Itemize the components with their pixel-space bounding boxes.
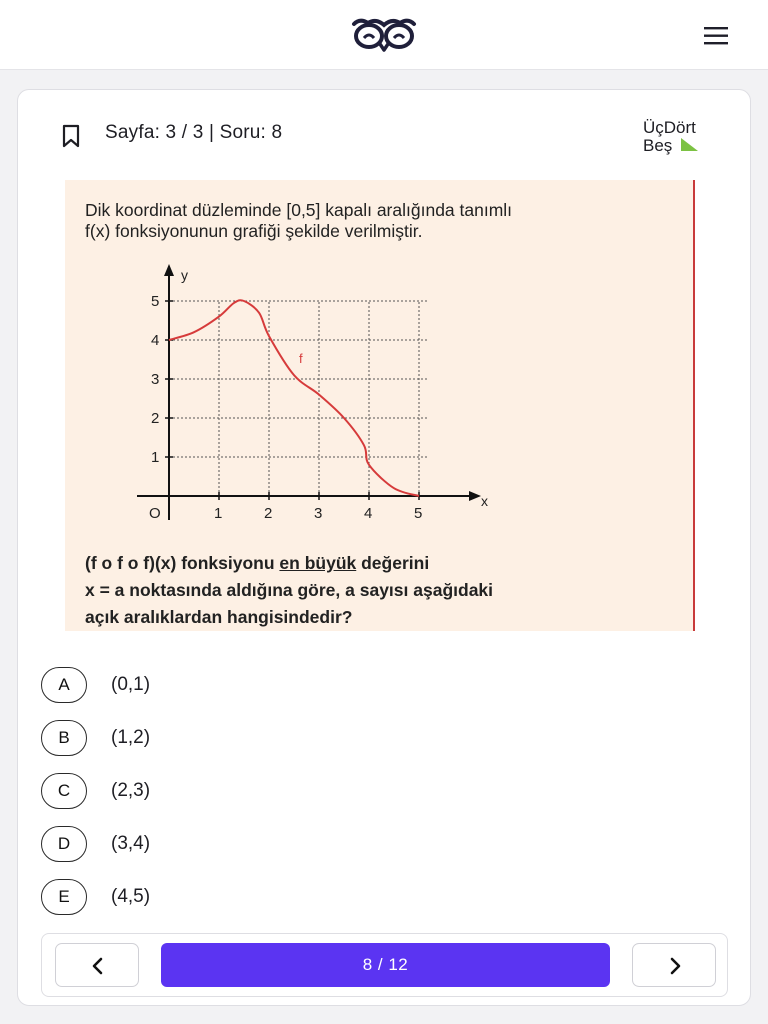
option-text: (0,1)	[111, 674, 151, 695]
question-card	[17, 89, 751, 1006]
x-tick-label: 2	[264, 505, 273, 522]
y-tick-label: 1	[151, 449, 160, 466]
question-body-line2: x = a noktasında aldığına göre, a sayısı aşağıdaki	[85, 580, 494, 600]
y-tick-label: 2	[151, 410, 160, 427]
option-text: (1,2)	[111, 727, 151, 748]
option-a[interactable]	[41, 667, 341, 705]
question-image	[65, 180, 695, 631]
question-body	[85, 550, 685, 631]
option-b[interactable]	[41, 720, 341, 758]
page-info: Sayfa: 3 / 3 | Soru: 8	[105, 122, 283, 143]
origin-label: O	[149, 505, 161, 522]
top-bar	[0, 0, 768, 70]
owl-logo-icon[interactable]	[350, 14, 418, 54]
axes	[137, 264, 481, 520]
question-body-line1: (f o f o f)(x) fonksiyonu en büyük değerini	[85, 553, 430, 573]
question-progress-button[interactable]: 8 / 12	[161, 943, 610, 987]
y-tick-label: 4	[151, 332, 160, 349]
x-axis-label: x	[481, 493, 488, 509]
function-graph	[65, 180, 695, 540]
next-question-button[interactable]	[632, 943, 716, 987]
x-tick-label: 4	[364, 505, 373, 522]
option-letter: C	[41, 773, 87, 809]
x-tick-label: 3	[314, 505, 323, 522]
question-body-line3: açık aralıklardan hangisindedir?	[85, 607, 353, 627]
hamburger-menu-icon[interactable]	[700, 22, 732, 50]
option-text: (3,4)	[111, 833, 151, 854]
brand-line1: ÜçDört	[643, 118, 696, 137]
question-navigation	[41, 933, 728, 997]
tick-marks	[165, 301, 419, 500]
option-letter: D	[41, 826, 87, 862]
option-text: (2,3)	[111, 780, 151, 801]
x-tick-label: 5	[414, 505, 423, 522]
option-letter: A	[41, 667, 87, 703]
chevron-left-icon	[89, 956, 107, 976]
ucdortbes-logo	[640, 116, 720, 156]
grid-lines	[169, 301, 429, 496]
option-letter: E	[41, 879, 87, 915]
chevron-right-icon	[666, 956, 684, 976]
tick-labels	[151, 293, 422, 522]
option-c[interactable]	[41, 773, 341, 811]
y-tick-label: 3	[151, 371, 160, 388]
option-d[interactable]	[41, 826, 341, 864]
question-intro-line2: f(x) fonksiyonunun grafiği şekilde verilmiştir.	[85, 221, 423, 241]
option-text: (4,5)	[111, 886, 151, 907]
series-f-label: f	[299, 351, 303, 366]
y-axis-arrow	[164, 264, 174, 276]
previous-question-button[interactable]	[55, 943, 139, 987]
question-intro-line1: Dik koordinat düzleminde [0,5] kapalı aralığında tanımlı	[85, 200, 513, 220]
y-tick-label: 5	[151, 293, 160, 310]
option-e[interactable]	[41, 879, 341, 917]
y-axis-label: y	[181, 267, 188, 283]
bookmark-icon[interactable]	[60, 124, 82, 148]
option-letter: B	[41, 720, 87, 756]
x-axis-arrow	[469, 491, 481, 501]
brand-line2: Beş	[643, 136, 673, 155]
series-f-line	[169, 300, 419, 496]
emphasis-underline: en büyük	[279, 553, 357, 573]
x-tick-label: 1	[214, 505, 223, 522]
